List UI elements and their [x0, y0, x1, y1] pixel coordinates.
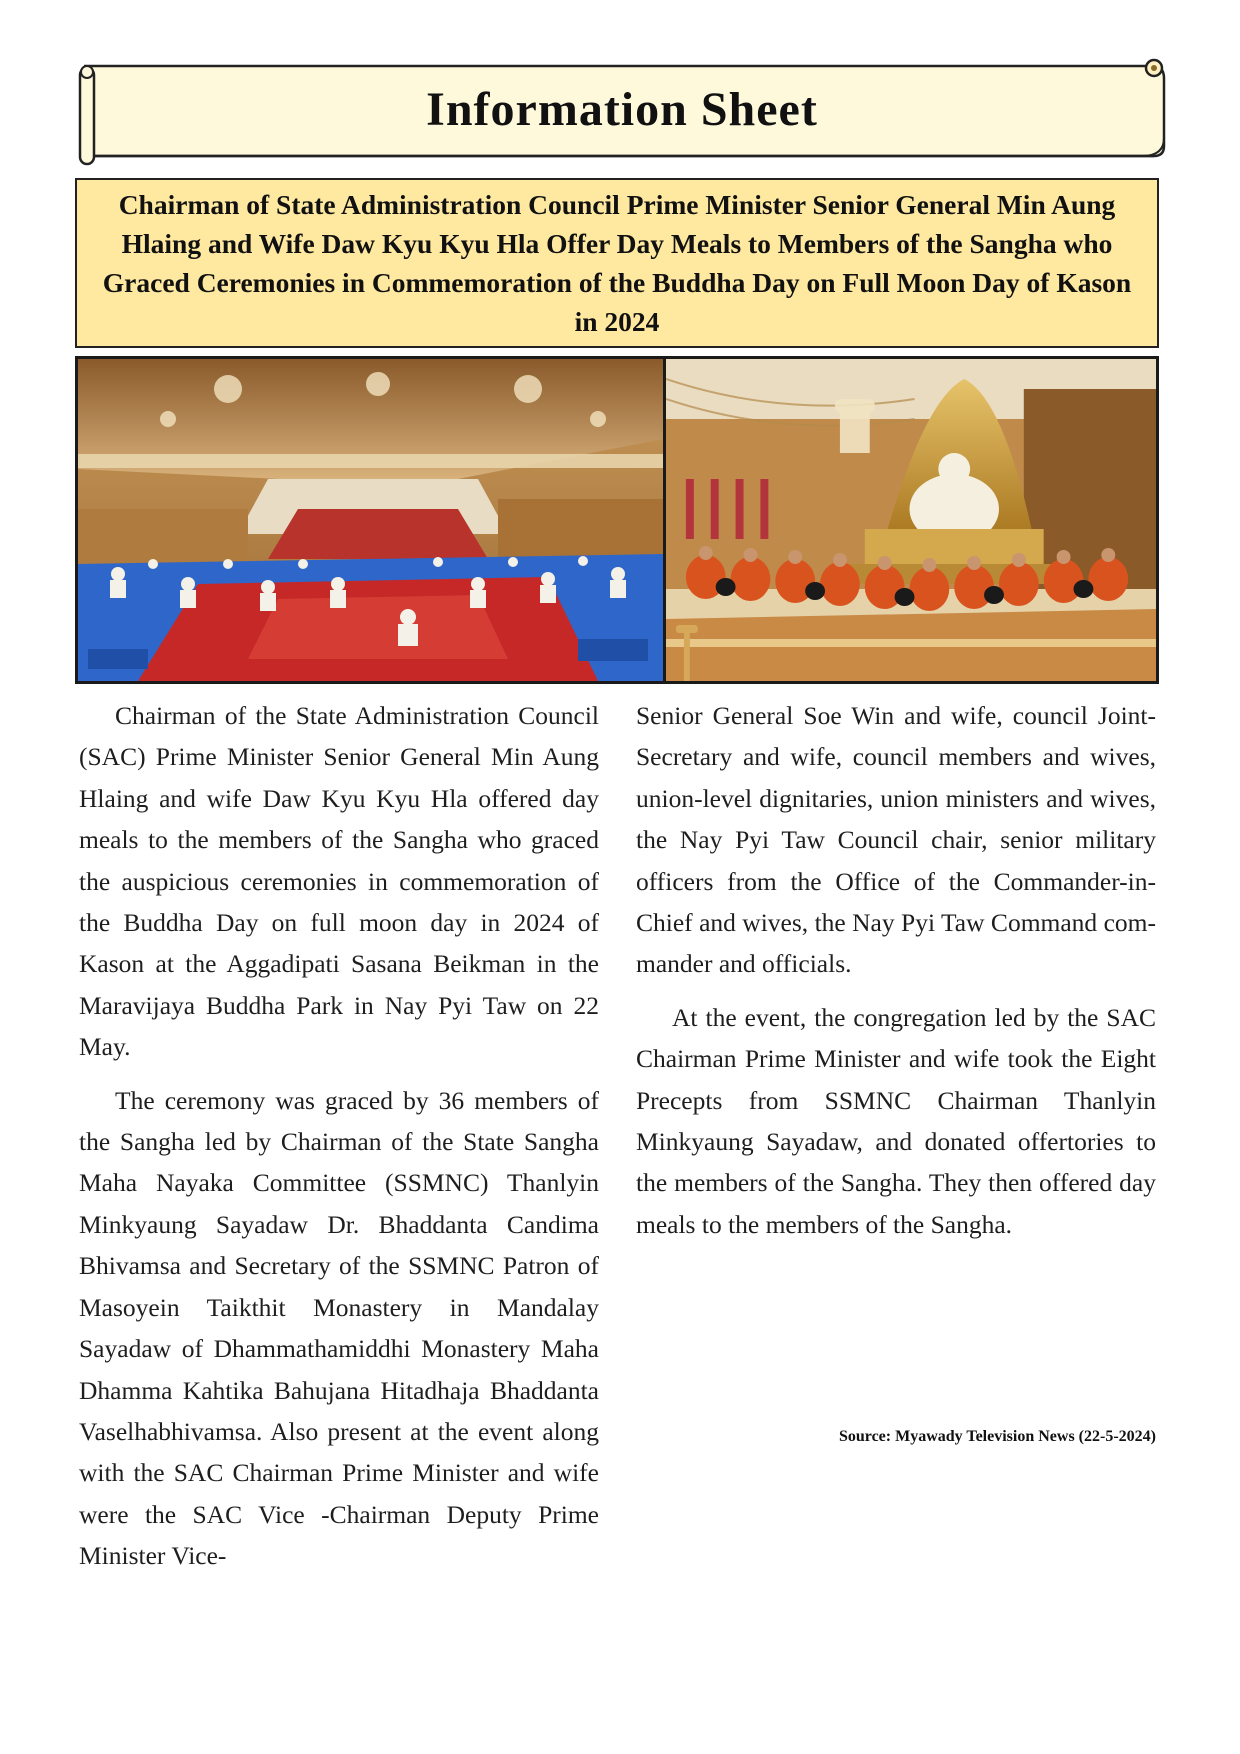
source-credit: Source: Myawady Television News (22-5-2024)	[838, 1428, 1156, 1445]
monks-ceremony-photo	[666, 359, 1156, 681]
title-banner	[72, 58, 1172, 168]
article-column-left	[79, 695, 599, 1589]
article-paragraph: The ceremony was graced by 36 members of the Sangha led by Chairman of the State Sangha Maha Nayaka Committee (SSMNC) Thanlyin Minkyaung Sayadaw Dr. Bhaddanta Candima Bhivamsa and Secretary of the SSMNC Patron of Masoyein Taikthit Monastery in Mandalay Sayadaw of Dhammathamiddhi Monastery Maha Dhamma Kahtika Bahujana Hitadhaja Bhaddanta Vaselhabhivamsa. Also present at the event along with the SAC Chairman Prime Minister and wife were the SAC Vice -Chairman Deputy Prime Minister Vice-	[79, 1085, 599, 1571]
headline-text: Chairman of State Administration Council Prime Minister Senior General Min Aung Hlaing and Wife Daw Kyu Kyu Hla Offer Day Meals to Members of the Sangha who Graced Ceremonies in Commemoration of the Buddha Day on Full Moon Day of Kason in 2024	[102, 189, 1132, 337]
hall-congregation-photo	[78, 359, 666, 681]
article-column-right	[636, 695, 1156, 1257]
page-title: Information Sheet	[426, 83, 818, 136]
photo-strip	[75, 356, 1159, 684]
article-paragraph: Senior General Soe Win and wife, council Joint-Secretary and wife, council members and wives, union-level dignitaries, union ministers and wives, the Nay Pyi Taw Council chair, senior military officers from the Office of the Commander-in-Chief and wives, the Nay Pyi Taw Command commander and officials.	[636, 701, 1156, 979]
article-paragraph: Chairman of the State Administration Council (SAC) Prime Minister Senior General Min Aung Hlaing and wife Daw Kyu Kyu Hla offered day meals to the members of the Sangha who graced the auspicious ceremonies in commemoration of the Buddha Day on full moon day in 2024 of Kason at the Aggadipati Sasana Beikman in the Maravijaya Buddha Park in Nay Pyi Taw on 22 May.	[79, 701, 599, 1062]
headline-box	[75, 178, 1159, 348]
article-paragraph: At the event, the congregation led by the SAC Chairman Prime Minister and wife took the Eight Precepts from SSMNC Chairman Thanlyin Minkyaung Sayadaw, and donated offertories to the members of the Sangha. They then offered day meals to the members of the Sangha.	[636, 1002, 1156, 1239]
